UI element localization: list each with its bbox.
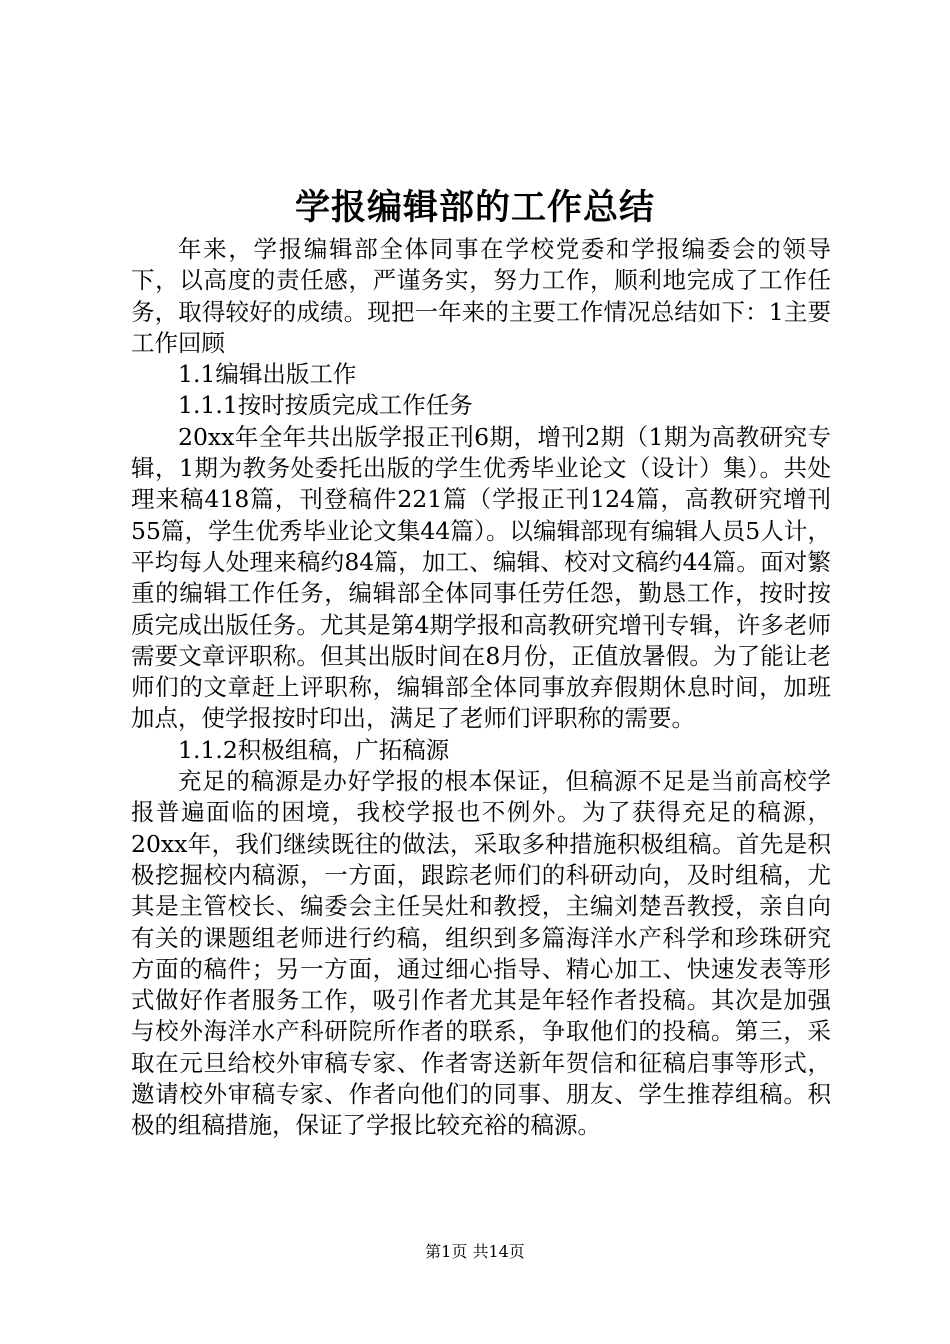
document-title: 学报编辑部的工作总结 xyxy=(294,187,655,228)
paragraph-intro: 年来，学报编辑部全体同事在学校党委和学报编委会的领导下，以高度的责任感，严谨务实，努力工作，顺利地完成了工作任务，取得较好的成绩。现把一年来的主要工作情况总结如下：1主要工作回顾 xyxy=(131,235,831,357)
heading-1-1-1: 1.1.1按时按质完成工作任务 xyxy=(178,391,473,420)
heading-1-1-2: 1.1.2积极组稿，广拓稿源 xyxy=(178,735,450,764)
heading-1-1: 1.1编辑出版工作 xyxy=(178,360,357,389)
paragraph-manuscripts: 充足的稿源是办好学报的根本保证，但稿源不足是当前高校学报普遍面临的困境，我校学报也不例外。为了获得充足的稿源，20xx年，我们继续既往的做法，采取多种措施积极组稿。首先是积极挖掘校内稿源，一方面，跟踪老师们的科研动向，及时组稿，尤其是主管校长、编委会主任吴灶和教授，主编刘楚吾教授，亲自向有关的课题组老师进行约稿，组织到多篇海洋水产科学和珍珠研究方面的稿件；另一方面，通过细心指导、精心加工、快速发表等形式做好作者服务工作，吸引作者尤其是年轻作者投稿。其次是加强与校外海洋水产科研院所作者的联系，争取他们的投稿。第三，采取在元旦给校外审稿专家、作者寄送新年贺信和征稿启事等形式，邀请校外审稿专家、作者向他们的同事、朋友、学生推荐组稿。积极的组稿措施，保证了学报比较充裕的稿源。 xyxy=(131,767,831,1140)
paragraph-publishing: 20xx年全年共出版学报正刊6期，增刊2期（1期为高教研究专辑，1期为教务处委托出版的学生优秀毕业论文（设计）集）。共处理来稿418篇，刊登稿件221篇（学报正刊124篇，高教研究增刊55篇，学生优秀毕业论文集44篇）。以编辑部现有编辑人员5人计，平均每人处理来稿约84篇，加工、编辑、校对文稿约44篇。面对繁重的编辑工作任务，编辑部全体同事任劳任怨，勤恳工作，按时按质完成出版任务。尤其是第4期学报和高教研究增刊专辑，许多老师需要文章评职称。但其出版时间在8月份，正值放暑假。为了能让老师们的文章赶上评职称，编辑部全体同事放弃假期休息时间，加班加点，使学报按时印出，满足了老师们评职称的需要。 xyxy=(131,422,831,733)
document-body xyxy=(131,234,831,1142)
page-footer: 第1页 共14页 xyxy=(425,1242,525,1261)
